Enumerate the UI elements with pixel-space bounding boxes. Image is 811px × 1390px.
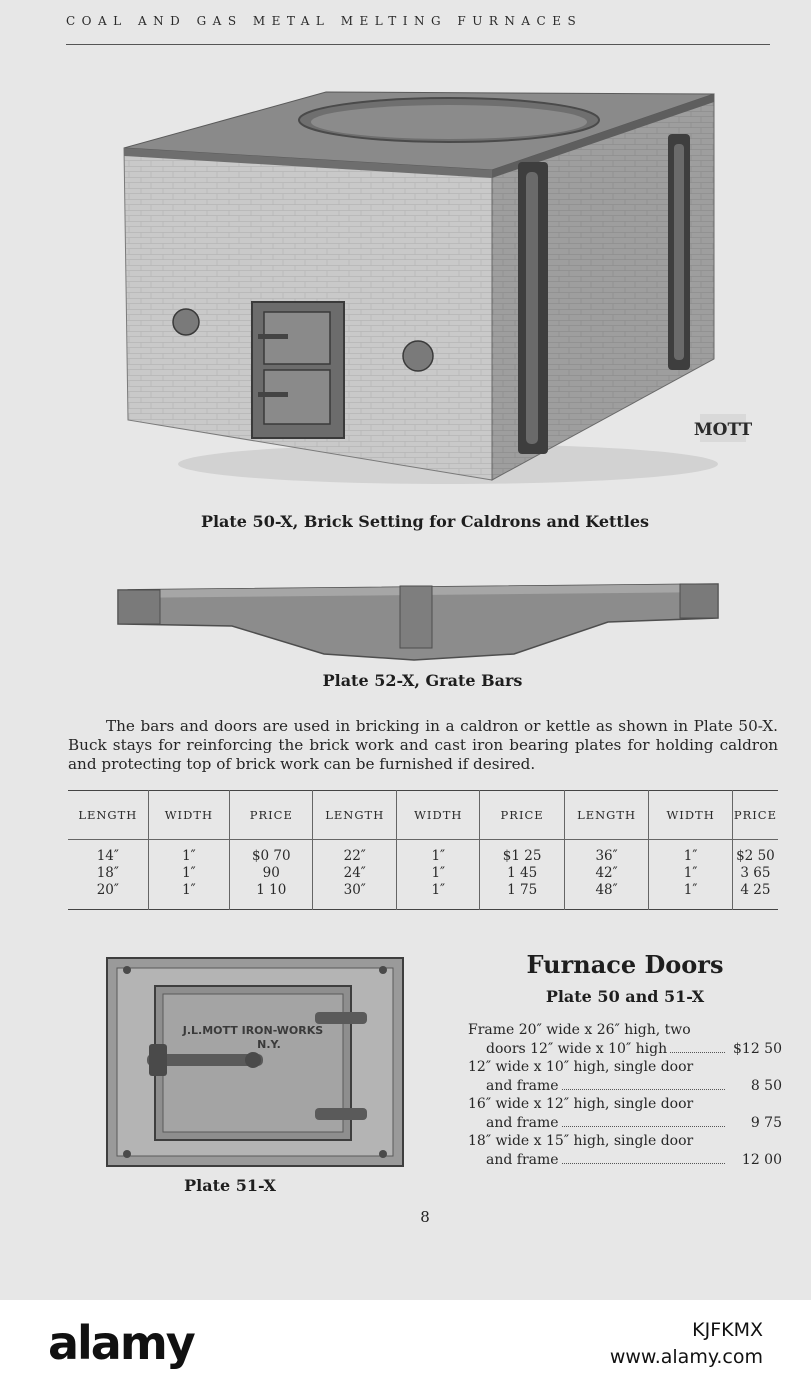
plate-50x-caption: Plate 50-X, Brick Setting for Caldrons and Kettles — [200, 512, 650, 531]
width-cell: 1″ 1″ 1″ — [649, 840, 732, 910]
item-description: Frame 20″ wide x 26″ high, two — [468, 1022, 691, 1038]
stock-logo: alamy — [48, 1316, 194, 1370]
column-header: PRICE — [480, 791, 564, 840]
column-header: WIDTH — [397, 791, 480, 840]
stock-image-id: KJFKMX — [692, 1319, 763, 1341]
leader-dots — [562, 1126, 725, 1127]
leader-dots — [670, 1052, 725, 1053]
column-header: PRICE — [230, 791, 313, 840]
price-cell: $1 25 1 45 1 75 — [480, 840, 564, 910]
item-description: and frame — [486, 1077, 559, 1094]
page-number: 8 — [420, 1208, 430, 1226]
door-casting-text: N.Y. — [257, 1038, 281, 1051]
item-description: 16″ wide x 12″ high, single door — [468, 1096, 694, 1112]
door-casting-text: J.L.MOTT IRON-WORKS — [182, 1024, 324, 1037]
item-description: doors 12″ wide x 10″ high — [486, 1040, 668, 1057]
list-item — [468, 1059, 782, 1096]
furnace-door-illustration — [105, 956, 405, 1168]
price-cell: $2 50 3 65 4 25 — [732, 840, 778, 910]
column-header: LENGTH — [564, 791, 649, 840]
furnace-door-price-list — [468, 1022, 782, 1170]
column-header: WIDTH — [148, 791, 229, 840]
item-price: 9 75 — [750, 1114, 782, 1131]
plate-51x-caption: Plate 51-X — [184, 1176, 276, 1195]
length-cell: 14″ 18″ 20″ — [96, 848, 119, 898]
stock-url: www.alamy.com — [609, 1346, 763, 1368]
width-cell: 1″ 1″ 1″ — [397, 840, 480, 910]
list-item — [468, 1022, 782, 1059]
grate-bar-illustration — [114, 578, 722, 658]
list-item — [468, 1096, 782, 1133]
table-row — [68, 840, 778, 910]
item-price: $12 50 — [733, 1040, 782, 1057]
item-description: and frame — [486, 1151, 559, 1168]
item-description: 12″ wide x 10″ high, single door — [468, 1059, 694, 1075]
item-description: and frame — [486, 1114, 559, 1131]
table-header-row — [68, 791, 778, 840]
column-header: WIDTH — [649, 791, 732, 840]
plate-52x-caption: Plate 52-X, Grate Bars — [322, 671, 523, 690]
leader-dots — [562, 1089, 725, 1090]
column-header: PRICE — [732, 791, 778, 840]
running-head: COAL AND GAS METAL MELTING FURNACES — [66, 14, 583, 28]
column-header: LENGTH — [68, 791, 148, 840]
item-description: 18″ wide x 15″ high, single door — [468, 1133, 694, 1149]
item-price: 8 50 — [750, 1077, 782, 1094]
mott-maker-mark: MOTT — [693, 420, 753, 440]
brick-setting-illustration — [118, 84, 753, 484]
description-paragraph: The bars and doors are used in bricking in a caldron or kettle as shown in Plate 50-X. Buck stays for reinforcing the brick work and cast iron bearing plates for holding caldron and protecting top of brick work can be furnished if desired. — [68, 717, 778, 773]
grate-bar-size-table — [68, 790, 778, 910]
header-rule — [66, 44, 770, 45]
list-item — [468, 1133, 782, 1170]
leader-dots — [562, 1163, 725, 1164]
column-header: LENGTH — [313, 791, 397, 840]
length-cell: 36″ 42″ 48″ — [564, 840, 649, 910]
furnace-doors-subtitle: Plate 50 and 51-X — [545, 987, 705, 1006]
width-cell: 1″ 1″ 1″ — [148, 840, 229, 910]
price-cell: $0 70 90 1 10 — [230, 840, 313, 910]
furnace-doors-title: Furnace Doors — [526, 950, 724, 979]
item-price: 12 00 — [741, 1151, 782, 1168]
length-cell: 22″ 24″ 30″ — [313, 840, 397, 910]
